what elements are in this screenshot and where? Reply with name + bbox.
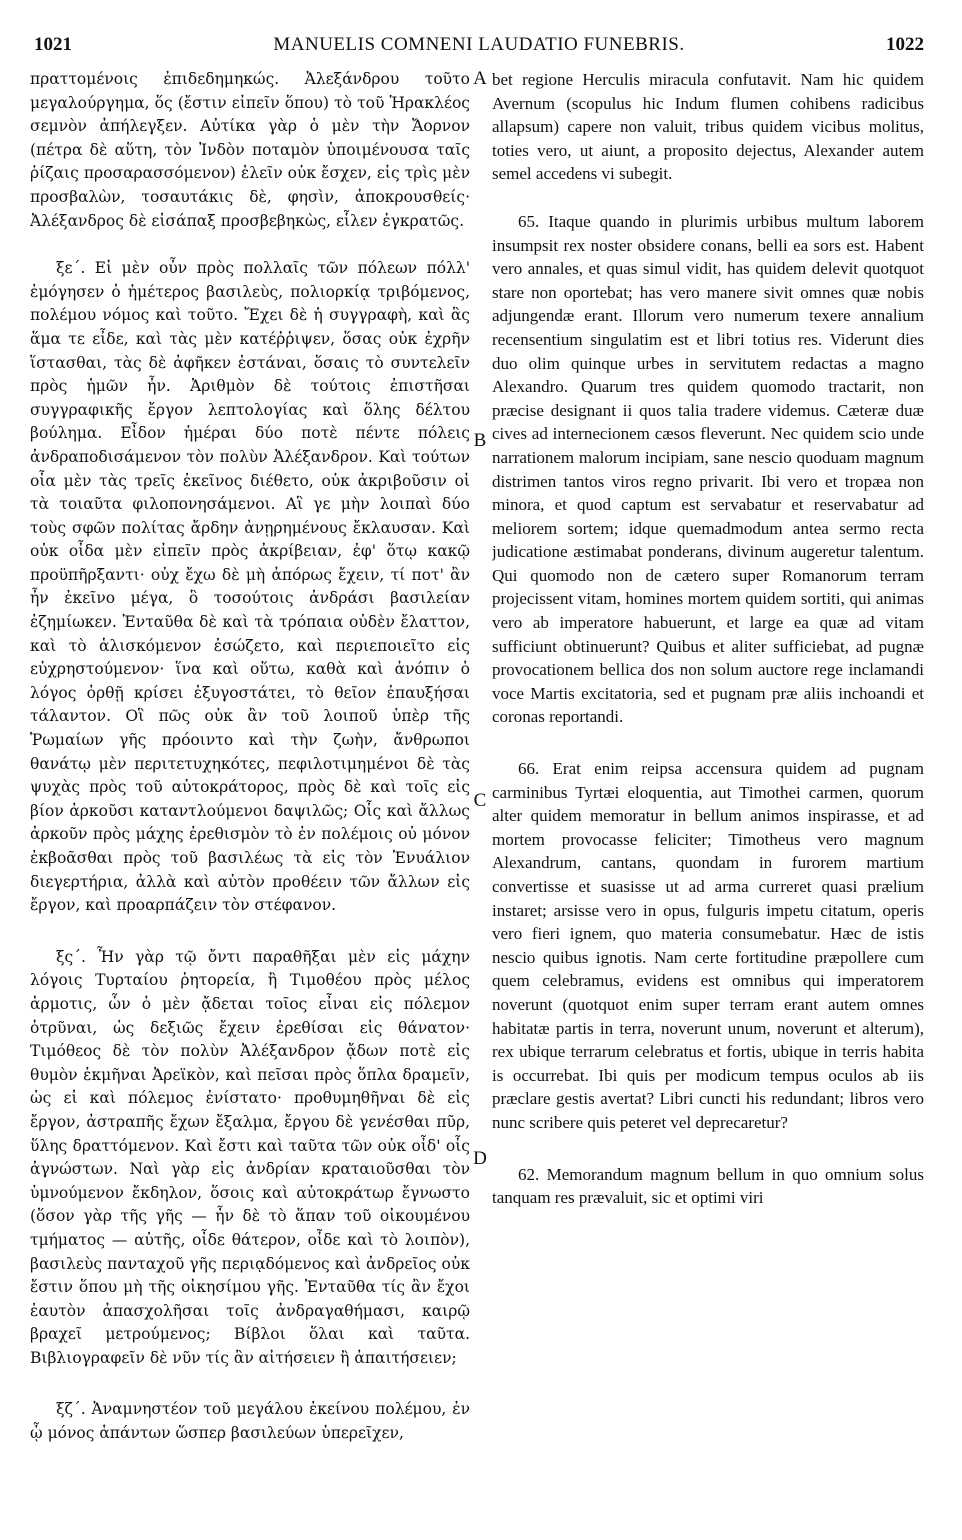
- greek-column: [30, 68, 470, 1530]
- greek-paragraph-66: ξς΄. Ἦν γὰρ τῷ ὄντι παραθῆξαι μὲν εἰς μάχην λόγοις Τυρταίου ῥητορεία, ἢ Τιμοθέου πρὸς μέλος ἁρμοτις, ὧν ὁ μὲν ᾄδεται τοῖος εἶναι εἰς πόλεμον ὀτρῦναι, ὡς δεξιῶς ἔχειν ἐρεθίσαι εἰς θάνατον· Τιμόθεος δὲ τὸν πολὺν Ἀλέξανδρον ᾄδων ποτὲ εἰς θυμὸν ἐκμῆναι Ἀρεϊκὸν, καὶ πεῖσαι πρὸς ὅπλα δραμεῖν, ὡς εἰ καὶ πόλεμος ἐνίστατο· προθυμηθῆναι δὲ εἰς ἔργον, ἀστραπῆς ἔχων ἔξαλμα, ἔργου δὲ γενέσθαι πῦρ, ὕλης δραττόμενον. Καὶ ἔστι καὶ ταῦτα τῶν οὐκ οἶδ' οἷς ἀγνώστων. Ναὶ γὰρ εἰς ἀνδρίαν κραταιοῦσθαι τὸν ὑμνούμενον ἔκδηλον, ὅσοις καὶ αὐτοκράτωρ ἔγνωστο (ὅσον γὰρ τῆς γῆς — ἦν δὲ τὸ ἅπαν τοῦ οἰκουμένου τμήματος — αὐτῆς, οἶδε θάτερον, οἶδε καὶ τὸ λοιπὸν), βασιλεὺς πανταχοῦ γῆς περιᾳδόμενος καὶ ἀνδρεῖος οὐκ ἔστιν ὅπου μὴ τῆς οἰκησίμου γῆς. Ἐνταῦθα τίς ἂν ἔχοι ἑαυτὸν ἀπασχολῆσαι τοῖς ἀνδραγαθήμασι, καιρῷ βραχεῖ μετρούμενος; Βίβλοι ὅλαι καὶ ταῦτα. Βιβλιογραφεῖν δὲ νῦν τίς ἂν αἰτήσειεν ἢ ἀπαιτήσειεν;: [30, 947, 470, 1367]
- greek-paragraph-continuation: πραττομένοις ἐπιδεδημηκώς. Ἀλεξάνδρου τοῦτο μεγαλούργημα, ὅς (ἔστιν εἰπεῖν ὅπου) τὸ τοῦ Ἡρακλέος σεμνὸν ἀπήλεγξεν. Αὐτίκα γὰρ ὁ μὲν τὴν Ἄορνον (πέτρα δὲ αὕτη, τὸν Ἰνδὸν ποταμὸν ὑποιμένουσα ταῖς ῥίζαις προσαρασσόμενον) ἑλεῖν οὐκ ἔσχεν, εἰς τρὶς μὲν προσβαλὼν, τοσαυτάκις δὲ, φησὶν, ἀποκρουσθείς· Ἀλέξανδρος δὲ εἰσάπαξ προσβεβηκὼς, εἷλεν ἐγκρατῶς.: [30, 70, 470, 230]
- margin-letter-a: A: [473, 68, 487, 89]
- greek-paragraph-65: ξε΄. Εἰ μὲν οὖν πρὸς πολλαῖς τῶν πόλεων πόλλ' ἐμόγησεν ὁ ἡμέτερος βασιλεὺς, πολιορκίᾳ τριβόμενος, πολέμου νόμος καὶ τοῦτο. Ἔχει δὲ ἡ συγγραφὴ, καὶ ἃς ἅμα τε εἶδε, καὶ τὰς μὲν κατέῤῥιψεν, ὅσας οὐκ ἐχρῆν ἵστασθαι, τὰς δὲ ἀφῆκεν ἑστάναι, ὅσαις τὸ συντελεῖν πρὸς ἡμῶν ἦν. Ἀριθμὸν δὲ τούτοις ἐπιστῆσαι συγγραφικῆς ἔργον λεπτολογίας καὶ ὅλης δέλτου βούλημα. Εἶδον ἡμέραι δύο ποτὲ πέντε πόλεις ἀνδραποδισάμενον τὸν πολὺν Ἀλέξανδρον. Καὶ τούτων οἷα μὲν τὰς τρεῖς ἐκεῖνος διέθετο, οὐκ ἀκριβοῦσιν οἱ τὰ τοιαῦτα φιλοπονησάμενοι. Αἳ γε μὴν λοιπαὶ δύο τοὺς σφῶν πολίτας ἄρδην ἀνῃρημένους ἔκλαυσαν. Καὶ οὐκ οἶδα μὲν εἰπεῖν πρὸς ἀκρίβειαν, ἐφ' ὅτῳ κακῷ προϋπῆρξαντι· οὐχ ἔχω δὲ μὴ ἀπόρως ἔχειν, τί ποτ' ἂν ἦν ἐκεῖνο μέγα, ὃ τοσούτοις ἀνδράσι βασιλείαν ἐζημίωκεν. Ἐνταῦθα δὲ καὶ τὰ τρόπαια οὐδὲν ἔλαττον, καὶ τὸ ἁλισκόμενον ἐσώζετο, καὶ περιεποιεῖτο εἰς εὐχρηστούμενον· ἵνα καὶ οὕτω, καθὰ καὶ ἀνόπιν ὁ λόγος ὀρθῇ κρίσει ἐξυγοστάτει, τὸ θεῖον ἐπαυξήσαι τάλαντον. Οἳ πῶς οὐκ ἂν τοῦ λοιποῦ ὑπὲρ τῆς Ῥωμαίων γῆς πρόοιντο καὶ τὴν ζωὴν, ἄνθρωποι θανάτῳ μὲν περιτετυχηκότες, πεφιλοτιμημένοι δὲ τὰς ψυχὰς πρὸς τοῦ αὐτοκράτορος, πρὸς δὲ καὶ τοῖς εἰς βίον ἀρκοῦσι καταντλούμενοι δαψιλῶς; Οἷς καὶ ἄλλως ἀρκοῦν πρὸς μάχης ἐρεθισμὸν τὸ ἐν πολέμοις οὐ μόνον ἐκβοᾶσθαι πρὸς τοῦ βασιλέως τὰ εἰς τὸν Ἐνυάλιον διεγερτήρια, ἀλλὰ καὶ αὐτὸν προθέειν τῶν ἄλλων εἰς ἔργον, καὶ προαρπάζειν τὸν στέφανον.: [30, 259, 470, 915]
- page-number-right: 1022: [886, 34, 924, 55]
- margin-letter-d: D: [473, 1148, 487, 1169]
- latin-paragraph-66: 66. Erat enim reipsa accensura quidem ad pugnam carminibus Tyrtæi eloquentia, aut Timothei carmen, quorum alter quidem memoratur in bellum animos inspirasse, et ad mortem provocasse feliciter; Timotheus vero magnum Alexandrum, cantans, quondam in furorem martium convertisse et suasisse ut ad arma curreret quasi prælium instaret; arsisse vero in opus, fulguris impetu citatum, operis vero fieri ignem, quo materia consumebatur. Hæc de istis nescio quibus ignotis. Nam certe fortitudine præpollere cum quem celebramus, evidens est omnibus qui imperatorem noverunt (quotquot enim super terram erant autem omnes habitatæ partis in terra, noverunt unum, noverunt et alterum), rex ubique terrarum celebratus et fortis, ubique in terris habita is occurrebat. Ibi quis per modicum tempus oculos ab iis præclare gestis avertat? Libri cuncti his redundant; libros vero nunc scribere quis peteret vel deprecaretur?: [492, 759, 924, 1132]
- margin-letter-c: C: [473, 790, 487, 811]
- latin-paragraph-67: 62. Memorandum magnum bellum in quo omnium solus tanquam res prævaluit, sic et optimi viri: [492, 1164, 924, 1208]
- greek-paragraph-67: ξζ΄. Ἀναμνηστέον τοῦ μεγάλου ἐκείνου πολέμου, ἐν ᾧ μόνος ἁπάντων ὥσπερ βασιλεύων ὑπερεῖχεν,: [30, 1400, 470, 1443]
- page-header: [34, 34, 924, 60]
- page-number-left: 1021: [34, 34, 72, 55]
- latin-paragraph-continuation: bet regione Herculis miracula confutavit. Nam hic quidem Avernum (scopulus hic Indum flumen cohibens radicibus allapsum) capere non valuit, tribus quidem vicibus molitus, toties vero, ut aiunt, a proposito dejectus, Alexander autem semel accedens vi subegit.: [492, 70, 924, 184]
- latin-column: [492, 68, 924, 1530]
- latin-paragraph-65: 65. Itaque quando in plurimis urbibus multum laborem insumpsit rex noster obsidere conans, belli ea sors est. Habent vero annales, et quas simul vidit, has quidem delevit quotquot stare non oportebat; has vero manere sivit omnes quæ nobis adjungendæ erant. Illorum vero numerum texere annalium recensentium singulatim est et libri totius res. Viderunt dies duo olim quinque urbes in servitutem redactas a magno Alexandro. Quarum tres quidem quomodo tractarit, non præcise designant ii quos talia tradere videmus. Cæteræ duæ cives ad internecionem cæsos fleverunt. Nec quidem scio unde narrationem malorum incipiam, sane nescio quoduam magnum distrimen tantos viros regno privarit. Ibi vero et tropæa non minora, et quod captum est servabatur et reservabatur ad meliorem sortem; idque quemadmodum antea sermo recta judicatione æstimabat ponderans, divinum augeretur talentum. Qui quomodo non de cætero super Romanorum terram projecissent vitam, homines mortem quidem sortiti, qui animas vero ab imperatore habuerunt, et large ea quæ ad vitam sufficiunt obtinuerunt? Quibus et aliter sufficiebat, ad pugnæ provocationem bellica dos non solum auctore rege inclamandi voce Martis excitatoria, sed et pugnam præ aliis inchoandi et coronas reportandi.: [492, 211, 924, 727]
- running-title: MANUELIS COMNENI LAUDATIO FUNEBRIS.: [273, 34, 685, 55]
- margin-letter-b: B: [473, 430, 487, 451]
